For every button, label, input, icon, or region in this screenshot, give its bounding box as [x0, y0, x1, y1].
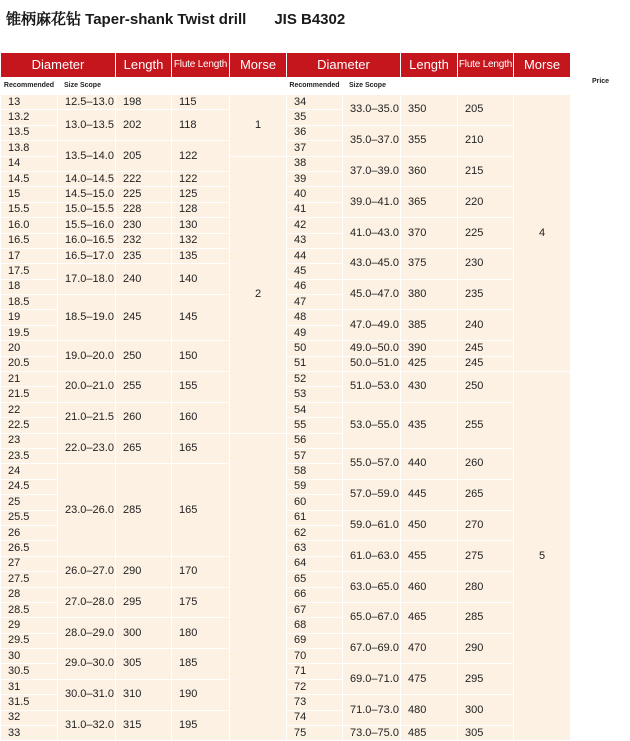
recommended-cell: 40: [287, 187, 343, 202]
recommended-cell: 56: [287, 433, 343, 448]
size-scope-cell: 69.0–71.0: [343, 664, 401, 695]
recommended-cell: 54: [287, 402, 343, 417]
header-row: [1, 53, 630, 78]
length-cell: 222: [116, 171, 172, 186]
size-scope-cell: 15.5–16.0: [58, 218, 116, 233]
flute-length-cell: 265: [458, 479, 514, 510]
length-cell: 295: [116, 587, 172, 618]
recommended-cell: 63: [287, 541, 343, 556]
recommended-cell: 27.5: [1, 572, 58, 587]
size-scope-cell: 14.5–15.0: [58, 187, 116, 202]
size-scope-cell: 29.0–30.0: [58, 649, 116, 680]
size-scope-cell: 55.0–57.0: [343, 448, 401, 479]
size-scope-cell: 23.0–26.0: [58, 464, 116, 556]
size-scope-cell: 26.0–27.0: [58, 556, 116, 587]
sub-size-scope-2: Size Scope: [343, 77, 401, 94]
recommended-cell: 24.5: [1, 479, 58, 494]
size-scope-cell: 73.0–75.0: [343, 726, 401, 741]
col-length-2: Length: [401, 53, 458, 78]
sub-blank-length-2: [401, 77, 458, 94]
length-cell: 310: [116, 679, 172, 710]
size-scope-cell: 35.0–37.0: [343, 125, 401, 156]
recommended-cell: 24: [1, 464, 58, 479]
flute-length-cell: 255: [458, 402, 514, 448]
length-cell: 355: [401, 125, 458, 156]
recommended-cell: 49: [287, 325, 343, 340]
recommended-cell: 20: [1, 341, 58, 356]
length-cell: 360: [401, 156, 458, 187]
flute-length-cell: 130: [172, 218, 230, 233]
recommended-cell: 37: [287, 141, 343, 156]
col-morse-2: Morse: [514, 53, 571, 78]
recommended-cell: 62: [287, 525, 343, 540]
recommended-cell: 38: [287, 156, 343, 171]
flute-length-cell: 160: [172, 402, 230, 433]
recommended-cell: 57: [287, 448, 343, 463]
size-scope-cell: 33.0–35.0: [343, 95, 401, 126]
flute-length-cell: 132: [172, 233, 230, 248]
length-cell: 485: [401, 726, 458, 741]
length-cell: 470: [401, 633, 458, 664]
size-scope-cell: 49.0–50.0: [343, 341, 401, 356]
flute-length-cell: 300: [458, 695, 514, 726]
recommended-cell: 33: [1, 726, 58, 741]
recommended-cell: 46: [287, 279, 343, 294]
col-diameter: Diameter: [1, 53, 116, 78]
recommended-cell: 39: [287, 171, 343, 186]
col-flute-length-2: Flute Length: [458, 53, 514, 78]
size-scope-cell: 43.0–45.0: [343, 248, 401, 279]
length-cell: 445: [401, 479, 458, 510]
length-cell: 235: [116, 248, 172, 263]
size-scope-cell: 20.0–21.0: [58, 372, 116, 403]
recommended-cell: 22.5: [1, 418, 58, 433]
size-scope-cell: 51.0–53.0: [343, 372, 401, 403]
flute-length-cell: 185: [172, 649, 230, 680]
size-scope-cell: 18.5–19.0: [58, 295, 116, 341]
flute-length-cell: 250: [458, 372, 514, 403]
recommended-cell: 74: [287, 710, 343, 725]
recommended-cell: 23: [1, 433, 58, 448]
recommended-cell: 20.5: [1, 356, 58, 371]
length-cell: 198: [116, 95, 172, 110]
recommended-cell: 13: [1, 95, 58, 110]
flute-length-cell: 115: [172, 95, 230, 110]
size-scope-cell: 14.0–14.5: [58, 171, 116, 186]
col-flute-length: Flute Length: [172, 53, 230, 78]
sub-recommended: Recommended: [1, 77, 58, 94]
recommended-cell: 50: [287, 341, 343, 356]
size-scope-cell: 67.0–69.0: [343, 633, 401, 664]
morse-cell: 5: [514, 372, 571, 741]
length-cell: 230: [116, 218, 172, 233]
flute-length-cell: 180: [172, 618, 230, 649]
flute-length-cell: 275: [458, 541, 514, 572]
recommended-cell: 15: [1, 187, 58, 202]
col-price-label: Price: [571, 75, 630, 88]
recommended-cell: 26.5: [1, 541, 58, 556]
flute-length-cell: 245: [458, 356, 514, 371]
size-scope-cell: 71.0–73.0: [343, 695, 401, 726]
flute-length-cell: 140: [172, 264, 230, 295]
length-cell: 350: [401, 95, 458, 126]
spec-body: [1, 95, 630, 741]
length-cell: 450: [401, 510, 458, 541]
length-cell: 370: [401, 218, 458, 249]
recommended-cell: 21.5: [1, 387, 58, 402]
flute-length-cell: 220: [458, 187, 514, 218]
morse-cell: 4: [514, 95, 571, 372]
recommended-cell: 16.0: [1, 218, 58, 233]
sub-blank-flute: [172, 77, 230, 94]
recommended-cell: 47: [287, 295, 343, 310]
sub-blank-length: [116, 77, 172, 94]
recommended-cell: 59: [287, 479, 343, 494]
recommended-cell: 19.5: [1, 325, 58, 340]
recommended-cell: 53: [287, 387, 343, 402]
size-scope-cell: 61.0–63.0: [343, 541, 401, 572]
flute-length-cell: 210: [458, 125, 514, 156]
size-scope-cell: 63.0–65.0: [343, 572, 401, 603]
flute-length-cell: 295: [458, 664, 514, 695]
flute-length-cell: 235: [458, 279, 514, 310]
morse-cell: 2: [230, 156, 287, 433]
recommended-cell: 13.2: [1, 110, 58, 125]
recommended-cell: 27: [1, 556, 58, 571]
recommended-cell: 28.5: [1, 602, 58, 617]
flute-length-cell: 240: [458, 310, 514, 341]
recommended-cell: 26: [1, 525, 58, 540]
recommended-cell: 67: [287, 602, 343, 617]
length-cell: 425: [401, 356, 458, 371]
length-cell: 300: [116, 618, 172, 649]
recommended-cell: 28: [1, 587, 58, 602]
size-scope-cell: 16.5–17.0: [58, 248, 116, 263]
recommended-cell: 65: [287, 572, 343, 587]
length-cell: 290: [116, 556, 172, 587]
recommended-cell: 18: [1, 279, 58, 294]
size-scope-cell: 12.5–13.0: [58, 95, 116, 110]
recommended-cell: 61: [287, 510, 343, 525]
length-cell: 228: [116, 202, 172, 217]
sub-recommended-2: Recommended: [287, 77, 343, 94]
flute-length-cell: 145: [172, 295, 230, 341]
size-scope-cell: 45.0–47.0: [343, 279, 401, 310]
length-cell: 435: [401, 402, 458, 448]
size-scope-cell: 39.0–41.0: [343, 187, 401, 218]
recommended-cell: 13.5: [1, 125, 58, 140]
recommended-cell: 29.5: [1, 633, 58, 648]
flute-length-cell: 245: [458, 341, 514, 356]
recommended-cell: 30: [1, 649, 58, 664]
length-cell: 240: [116, 264, 172, 295]
length-cell: 465: [401, 602, 458, 633]
sub-blank-morse-2: [514, 77, 571, 94]
size-scope-cell: 31.0–32.0: [58, 710, 116, 741]
recommended-cell: 17: [1, 248, 58, 263]
spec-table: [0, 52, 630, 741]
length-cell: 390: [401, 341, 458, 356]
recommended-cell: 31: [1, 679, 58, 694]
length-cell: 475: [401, 664, 458, 695]
recommended-cell: 48: [287, 310, 343, 325]
title-standard: JIS B4302: [274, 11, 345, 28]
length-cell: 440: [401, 448, 458, 479]
recommended-cell: 60: [287, 495, 343, 510]
recommended-cell: 69: [287, 633, 343, 648]
size-scope-cell: 17.0–18.0: [58, 264, 116, 295]
size-scope-cell: 53.0–55.0: [343, 402, 401, 448]
recommended-cell: 75: [287, 726, 343, 741]
length-cell: 285: [116, 464, 172, 556]
size-scope-cell: 21.0–21.5: [58, 402, 116, 433]
flute-length-cell: 205: [458, 95, 514, 126]
size-scope-cell: 15.0–15.5: [58, 202, 116, 217]
recommended-cell: 35: [287, 110, 343, 125]
flute-length-cell: 290: [458, 633, 514, 664]
recommended-cell: 23.5: [1, 448, 58, 463]
recommended-cell: 25: [1, 495, 58, 510]
title-name: 锥柄麻花钻 Taper-shank Twist drill: [6, 11, 246, 28]
length-cell: 202: [116, 110, 172, 141]
size-scope-cell: 22.0–23.0: [58, 433, 116, 464]
size-scope-cell: 37.0–39.0: [343, 156, 401, 187]
col-length: Length: [116, 53, 172, 78]
flute-length-cell: 225: [458, 218, 514, 249]
sub-size-scope: Size Scope: [58, 77, 116, 94]
length-cell: 380: [401, 279, 458, 310]
recommended-cell: 30.5: [1, 664, 58, 679]
length-cell: 260: [116, 402, 172, 433]
flute-length-cell: 150: [172, 341, 230, 372]
flute-length-cell: 175: [172, 587, 230, 618]
recommended-cell: 29: [1, 618, 58, 633]
recommended-cell: 52: [287, 372, 343, 387]
size-scope-cell: 27.0–28.0: [58, 587, 116, 618]
recommended-cell: 64: [287, 556, 343, 571]
recommended-cell: 55: [287, 418, 343, 433]
flute-length-cell: 128: [172, 202, 230, 217]
recommended-cell: 70: [287, 649, 343, 664]
recommended-cell: 42: [287, 218, 343, 233]
recommended-cell: 21: [1, 372, 58, 387]
recommended-cell: 19: [1, 310, 58, 325]
flute-length-cell: 195: [172, 710, 230, 741]
size-scope-cell: 16.0–16.5: [58, 233, 116, 248]
length-cell: 365: [401, 187, 458, 218]
recommended-cell: 68: [287, 618, 343, 633]
col-diameter-2: Diameter: [287, 53, 401, 78]
length-cell: 225: [116, 187, 172, 202]
flute-length-cell: 190: [172, 679, 230, 710]
recommended-cell: 43: [287, 233, 343, 248]
size-scope-cell: 41.0–43.0: [343, 218, 401, 249]
length-cell: 455: [401, 541, 458, 572]
length-cell: 250: [116, 341, 172, 372]
flute-length-cell: 122: [172, 141, 230, 172]
flute-length-cell: 230: [458, 248, 514, 279]
recommended-cell: 44: [287, 248, 343, 263]
length-cell: 480: [401, 695, 458, 726]
flute-length-cell: 122: [172, 171, 230, 186]
sub-blank-morse: [230, 77, 287, 94]
recommended-cell: 51: [287, 356, 343, 371]
recommended-cell: 14.5: [1, 171, 58, 186]
length-cell: 315: [116, 710, 172, 741]
recommended-cell: 22: [1, 402, 58, 417]
flute-length-cell: 125: [172, 187, 230, 202]
recommended-cell: 34: [287, 95, 343, 110]
flute-length-cell: 305: [458, 726, 514, 741]
size-scope-cell: 50.0–51.0: [343, 356, 401, 371]
recommended-cell: 32: [1, 710, 58, 725]
recommended-cell: 18.5: [1, 295, 58, 310]
size-scope-cell: 57.0–59.0: [343, 479, 401, 510]
recommended-cell: 17.5: [1, 264, 58, 279]
table-row: [1, 95, 630, 110]
flute-length-cell: 270: [458, 510, 514, 541]
size-scope-cell: 59.0–61.0: [343, 510, 401, 541]
recommended-cell: 15.5: [1, 202, 58, 217]
table-row: [1, 372, 630, 387]
sub-blank-flute-2: [458, 77, 514, 94]
recommended-cell: 71: [287, 664, 343, 679]
size-scope-cell: 19.0–20.0: [58, 341, 116, 372]
recommended-cell: 25.5: [1, 510, 58, 525]
col-price-blank: [571, 53, 630, 95]
length-cell: 385: [401, 310, 458, 341]
size-scope-cell: 13.0–13.5: [58, 110, 116, 141]
recommended-cell: 14: [1, 156, 58, 171]
recommended-cell: 41: [287, 202, 343, 217]
recommended-cell: 72: [287, 679, 343, 694]
size-scope-cell: 47.0–49.0: [343, 310, 401, 341]
recommended-cell: 73: [287, 695, 343, 710]
morse-cell: 1: [230, 95, 287, 157]
flute-length-cell: 118: [172, 110, 230, 141]
size-scope-cell: 13.5–14.0: [58, 141, 116, 172]
recommended-cell: 36: [287, 125, 343, 140]
length-cell: 460: [401, 572, 458, 603]
page-title: [6, 0, 345, 40]
recommended-cell: 58: [287, 464, 343, 479]
length-cell: 375: [401, 248, 458, 279]
flute-length-cell: 170: [172, 556, 230, 587]
length-cell: 245: [116, 295, 172, 341]
length-cell: 232: [116, 233, 172, 248]
recommended-cell: 31.5: [1, 695, 58, 710]
flute-length-cell: 260: [458, 448, 514, 479]
recommended-cell: 45: [287, 264, 343, 279]
flute-length-cell: 165: [172, 433, 230, 464]
flute-length-cell: 285: [458, 602, 514, 633]
length-cell: 265: [116, 433, 172, 464]
recommended-cell: 13.8: [1, 141, 58, 156]
subheader-row: [1, 77, 630, 94]
flute-length-cell: 155: [172, 372, 230, 403]
flute-length-cell: 280: [458, 572, 514, 603]
length-cell: 205: [116, 141, 172, 172]
size-scope-cell: 65.0–67.0: [343, 602, 401, 633]
length-cell: 255: [116, 372, 172, 403]
recommended-cell: 16.5: [1, 233, 58, 248]
flute-length-cell: 215: [458, 156, 514, 187]
recommended-cell: 66: [287, 587, 343, 602]
col-morse: Morse: [230, 53, 287, 78]
size-scope-cell: 28.0–29.0: [58, 618, 116, 649]
length-cell: 430: [401, 372, 458, 403]
length-cell: 305: [116, 649, 172, 680]
flute-length-cell: 135: [172, 248, 230, 263]
size-scope-cell: 30.0–31.0: [58, 679, 116, 710]
flute-length-cell: 165: [172, 464, 230, 556]
